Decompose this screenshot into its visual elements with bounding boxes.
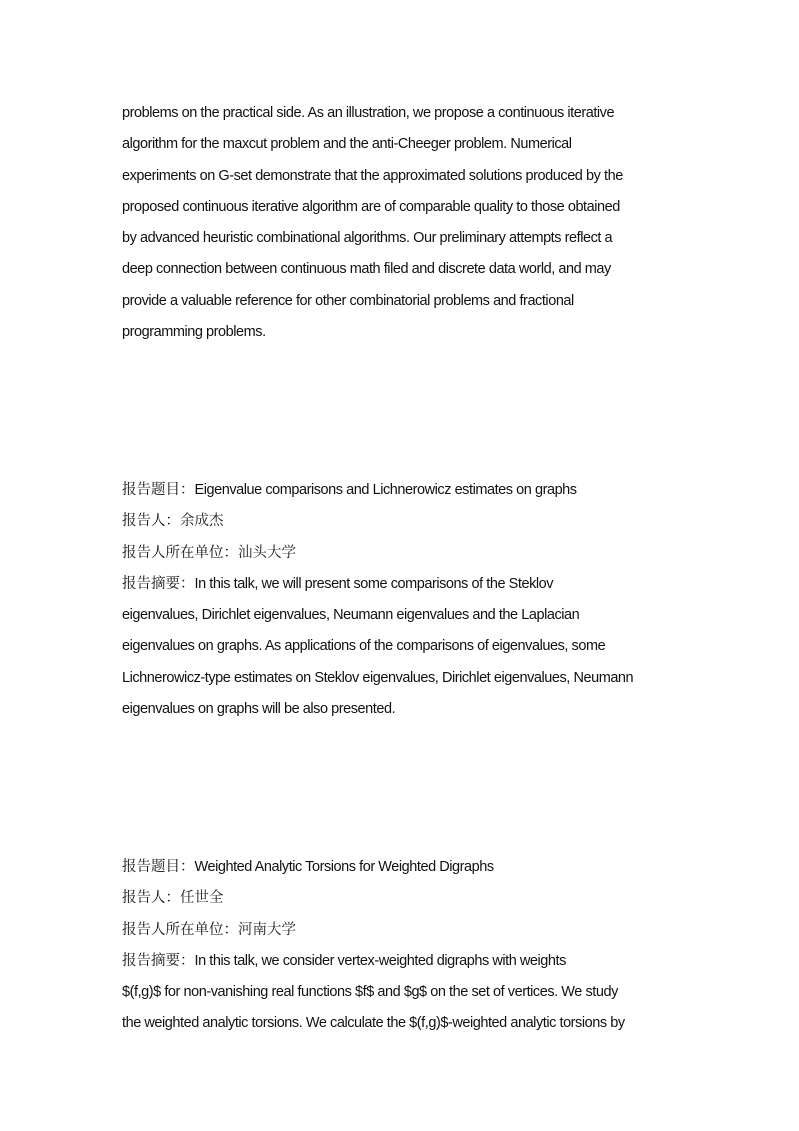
affiliation-row [122,915,692,946]
affiliation-row [122,538,692,569]
abstract-continuation [122,98,692,348]
title-label: 报告题目： [122,482,195,498]
abstract-line: algorithm for the maxcut problem and the anti-Cheeger problem. Numerical [122,136,572,153]
speaker-label: 报告人： [122,513,180,530]
title-label: 报告题目： [122,859,195,875]
abstract-line: $(f,g)$ for non-vanishing real functions $f$ and $g$ on the set of vertices. We study [122,984,618,1001]
affiliation-label: 报告人所在单位： [122,921,238,938]
talk-title: Eigenvalue comparisons and Lichnerowicz estimates on graphs [194,482,577,498]
talk-title-row [122,852,692,883]
abstract-line: proposed continuous iterative algorithm are of comparable quality to those obtained [122,198,620,215]
abstract-label: 报告摘要： [122,952,195,969]
abstract-row [122,946,692,977]
talk-title: Weighted Analytic Torsions for Weighted Digraphs [194,859,494,875]
abstract-line: problems on the practical side. As an illustration, we propose a continuous iterative [122,105,615,121]
abstract-label: 报告摘要： [122,575,195,592]
talk-entry [122,475,692,725]
abstract-line: eigenvalues, Dirichlet eigenvalues, Neumann eigenvalues and the Laplacian [122,607,580,624]
abstract-line: the weighted analytic torsions. We calculate the $(f,g)$-weighted analytic torsions by [122,1015,625,1032]
speaker-name: 任世全 [180,890,224,907]
abstract-line: provide a valuable reference for other combinatorial problems and fractional [122,292,574,309]
speaker-row [122,506,692,537]
talk-entry [122,852,692,1040]
abstract-text: In this talk, we consider vertex-weighted digraphs with weights [194,952,566,969]
abstract-line: by advanced heuristic combinational algorithms. Our preliminary attempts reflect a [122,230,613,247]
abstract-line: eigenvalues on graphs. As applications of the comparisons of eigenvalues, some [122,638,606,655]
abstract-line: eigenvalues on graphs will be also presented. [122,701,396,718]
affiliation-label: 报告人所在单位： [122,544,238,561]
affiliation-name: 汕头大学 [238,544,296,561]
abstract-text: In this talk, we will present some comparisons of the Steklov [194,575,554,592]
abstract-line: deep connection between continuous math filed and discrete data world, and may [122,261,611,278]
affiliation-name: 河南大学 [238,921,296,938]
speaker-row [122,883,692,914]
abstract-line: programming problems. [122,324,266,341]
abstract-line: Lichnerowicz-type estimates on Steklov eigenvalues, Dirichlet eigenvalues, Neumann [122,669,634,686]
abstract-line: experiments on G-set demonstrate that the approximated solutions produced by the [122,167,623,184]
talk-title-row [122,475,692,506]
abstract-row [122,569,692,600]
speaker-name: 余成杰 [180,513,224,530]
speaker-label: 报告人： [122,890,180,907]
